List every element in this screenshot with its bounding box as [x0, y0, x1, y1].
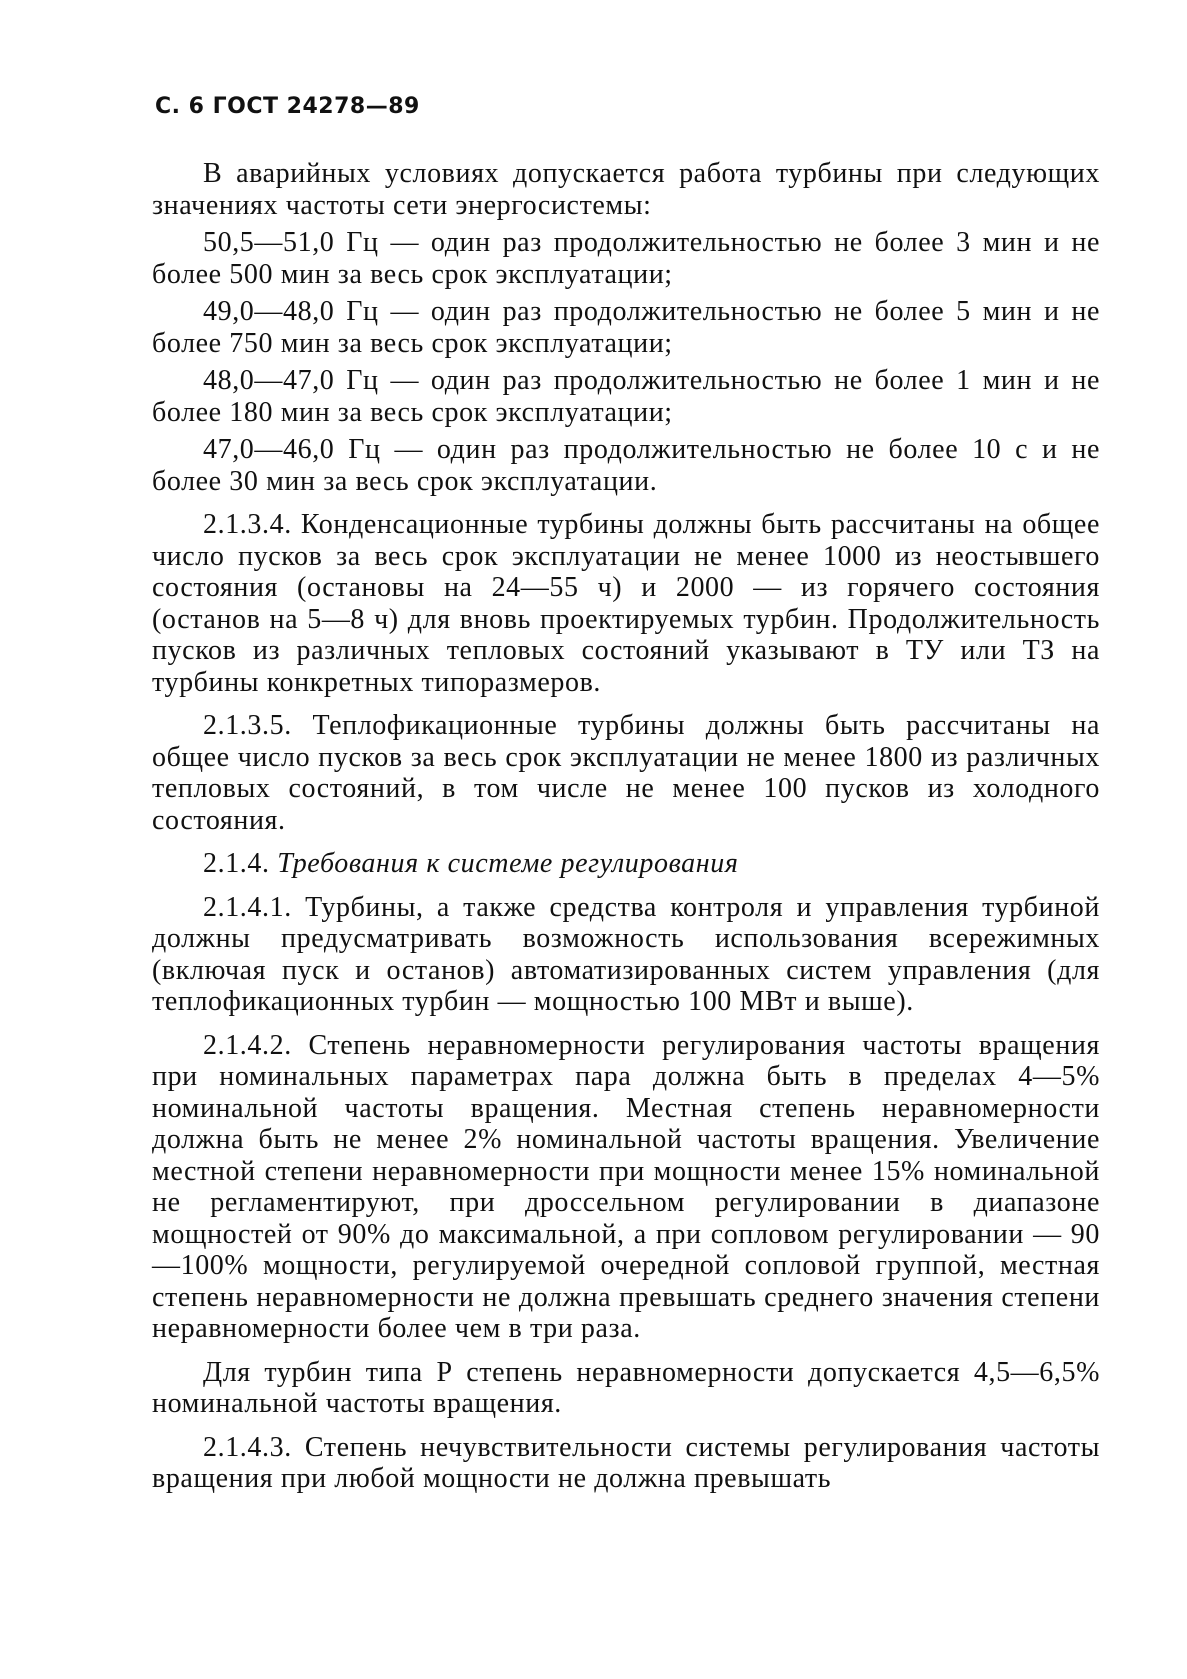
paragraph-frequency-48-47: 48,0—47,0 Гц — один раз продолжительностью не более 1 мин и не более 180 мин за весь срок эксплуатации; [152, 365, 1100, 428]
paragraph-frequency-47-46: 47,0—46,0 Гц — один раз продолжительностью не более 10 с и не более 30 мин за весь срок эксплуатации. [152, 434, 1100, 497]
paragraph-2-1-3-5: 2.1.3.5. Теплофикационные турбины должны быть рассчитаны на общее число пусков за весь срок эксплуатации не менее 1800 из различных тепловых состояний, в том числе не менее 100 пусков из холодного состояния. [152, 710, 1100, 836]
paragraph-2-1-4-2: 2.1.4.2. Степень неравномерности регулирования частоты вращения при номинальных параметрах пара должна быть в пределах 4—5% номинальной частоты вращения. Местная степень неравномерности должна быть не менее 2% номинальной частоты вращения. Увеличение местной степени неравномерности при мощности менее 15% номинальной не регламентируют, при дроссельном регулировании в диапазоне мощностей от 90% до максимальной, а при сопловом регулировании — 90—100% мощности, регулируемой очередной сопловой группой, местная степень неравномерности не должна превышать среднего значения степени неравномерности более чем в три раза. [152, 1029, 1100, 1344]
document-body [152, 158, 1100, 1501]
paragraph-emergency-intro: В аварийных условиях допускается работа турбины при следующих значениях частоты сети энергосистемы: [152, 158, 1100, 221]
page-header: С. 6 ГОСТ 24278—89 [155, 94, 420, 119]
paragraph-2-1-3-4: 2.1.3.4. Конденсационные турбины должны быть рассчитаны на общее число пусков за весь срок эксплуатации не менее 1000 из неостывшего состояния (остановы на 24—55 ч) и 2000 — из горячего состояния (останов на 5—8 ч) для вновь проектируемых турбин. Продолжительность пусков из различных тепловых состояний указывают в ТУ или ТЗ на турбины конкретных типоразмеров. [152, 509, 1100, 698]
paragraph-type-p-turbines: Для турбин типа Р степень неравномерности допускается 4,5—6,5% номинальной частоты вращения. [152, 1356, 1100, 1419]
paragraph-frequency-49-48: 49,0—48,0 Гц — один раз продолжительностью не более 5 мин и не более 750 мин за весь срок эксплуатации; [152, 296, 1100, 359]
section-heading-2-1-4 [152, 848, 1100, 880]
paragraph-2-1-4-1: 2.1.4.1. Турбины, а также средства контроля и управления турбиной должны предусматривать возможность использования всережимных (включая пуск и останов) автоматизированных систем управления (для теплофикационных турбин — мощностью 100 МВт и выше). [152, 891, 1100, 1017]
section-title: Требования к системе регулирования [277, 848, 739, 879]
paragraph-2-1-4-3: 2.1.4.3. Степень нечувствительности системы регулирования частоты вращения при любой мощности не должна превышать [152, 1431, 1100, 1494]
section-number: 2.1.4. [203, 848, 270, 879]
paragraph-frequency-50-51: 50,5—51,0 Гц — один раз продолжительностью не более 3 мин и не более 500 мин за весь срок эксплуатации; [152, 227, 1100, 290]
